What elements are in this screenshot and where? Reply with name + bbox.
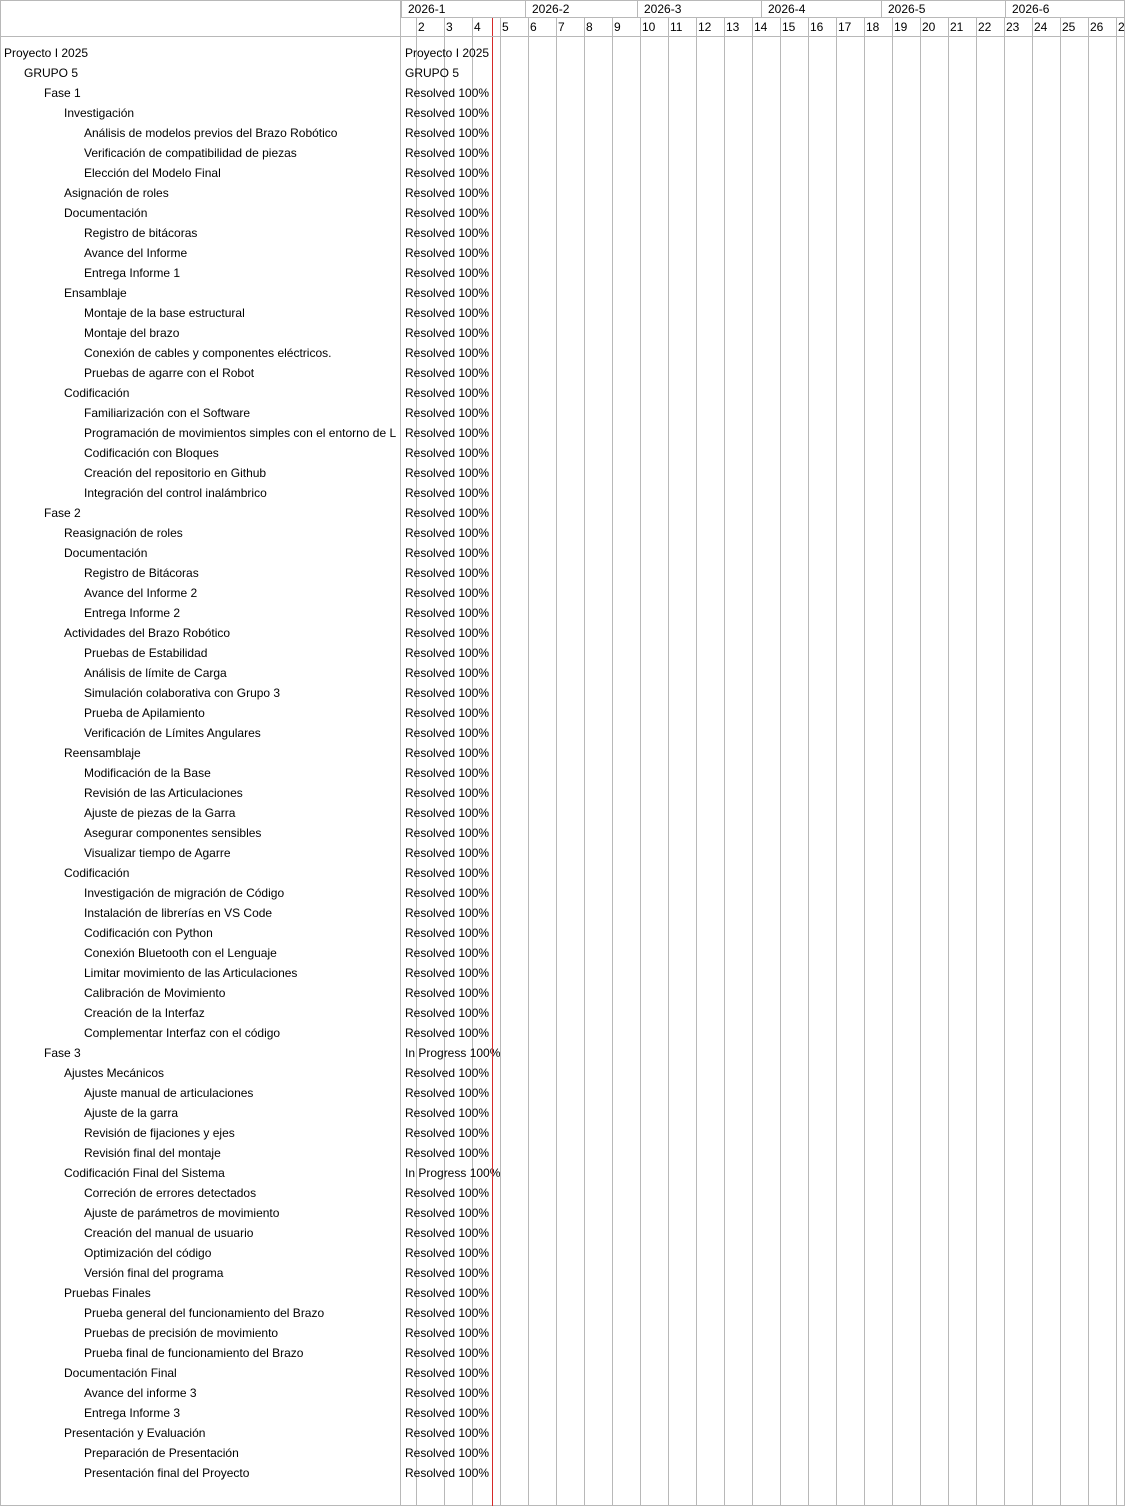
task-label: Entrega Informe 3	[84, 1406, 181, 1420]
gridline	[808, 18, 809, 1506]
task-status: Resolved 100%	[405, 946, 490, 960]
task-row[interactable]	[0, 863, 400, 883]
task-row[interactable]	[0, 683, 400, 703]
task-row[interactable]	[0, 503, 400, 523]
task-status: Resolved 100%	[405, 806, 490, 820]
task-row[interactable]	[0, 383, 400, 403]
task-status: Resolved 100%	[405, 326, 490, 340]
task-row[interactable]	[0, 1063, 400, 1083]
task-row[interactable]	[0, 243, 400, 263]
month-label: 2026-4	[761, 0, 881, 18]
task-label: Prueba general del funcionamiento del Brazo	[84, 1306, 325, 1320]
task-label: Ajuste de la garra	[84, 1106, 179, 1120]
task-label: Montaje del brazo	[84, 326, 180, 340]
task-label: Avance del Informe 2	[84, 586, 198, 600]
task-row[interactable]	[0, 363, 400, 383]
task-row[interactable]	[0, 1343, 400, 1363]
task-label: Codificación	[64, 386, 130, 400]
task-label: Investigación	[64, 106, 135, 120]
task-row[interactable]	[0, 843, 400, 863]
task-row[interactable]	[0, 423, 400, 443]
task-tree-panel	[0, 0, 401, 1506]
task-status: Resolved 100%	[405, 846, 490, 860]
task-row[interactable]	[0, 143, 400, 163]
task-status: Resolved 100%	[405, 926, 490, 940]
task-row[interactable]	[0, 1183, 400, 1203]
task-status: Resolved 100%	[405, 1206, 490, 1220]
task-status: Resolved 100%	[405, 1346, 490, 1360]
gridline	[696, 18, 697, 1506]
task-status: In Progress 100%	[405, 1046, 501, 1060]
task-label: Creación de la Interfaz	[84, 1006, 205, 1020]
task-row[interactable]	[0, 923, 400, 943]
task-row[interactable]	[0, 323, 400, 343]
task-row[interactable]	[0, 1043, 400, 1063]
gridline	[500, 18, 501, 1506]
task-status: Resolved 100%	[405, 126, 490, 140]
task-row[interactable]	[0, 623, 400, 643]
task-label: Avance del Informe	[84, 246, 188, 260]
task-status: Resolved 100%	[405, 1006, 490, 1020]
week-label: 21	[950, 20, 964, 34]
month-label: 2026-3	[637, 0, 761, 18]
task-status: Resolved 100%	[405, 1286, 490, 1300]
week-label: 6	[530, 20, 537, 34]
task-row[interactable]	[0, 303, 400, 323]
week-label: 22	[978, 20, 992, 34]
task-status: Resolved 100%	[405, 886, 490, 900]
week-label: 7	[558, 20, 565, 34]
task-status: Resolved 100%	[405, 426, 490, 440]
task-row[interactable]	[0, 83, 400, 103]
task-label: Creación del manual de usuario	[84, 1226, 254, 1240]
task-status: Resolved 100%	[405, 706, 490, 720]
task-status: Resolved 100%	[405, 286, 490, 300]
task-status: Resolved 100%	[405, 1086, 490, 1100]
task-label: Documentación	[64, 546, 148, 560]
task-row[interactable]	[0, 1023, 400, 1043]
task-status: Resolved 100%	[405, 366, 490, 380]
task-status: Resolved 100%	[405, 346, 490, 360]
gridline	[1088, 18, 1089, 1506]
task-label: Ensamblaje	[64, 286, 127, 300]
task-row[interactable]	[0, 543, 400, 563]
today-marker	[492, 18, 493, 1506]
task-label: Codificación con Bloques	[84, 446, 219, 460]
task-status: Resolved 100%	[405, 606, 490, 620]
task-row[interactable]	[0, 63, 400, 83]
task-row[interactable]	[0, 1003, 400, 1023]
task-row[interactable]	[0, 263, 400, 283]
task-row[interactable]	[0, 603, 400, 623]
week-label: 13	[726, 20, 740, 34]
task-row[interactable]	[0, 1303, 400, 1323]
week-label: 12	[698, 20, 712, 34]
gridline	[752, 18, 753, 1506]
task-row[interactable]	[0, 163, 400, 183]
task-row[interactable]	[0, 1443, 400, 1463]
task-label: Presentación y Evaluación	[64, 1426, 206, 1440]
task-label: Revisión final del montaje	[84, 1146, 221, 1160]
task-status: Resolved 100%	[405, 1426, 490, 1440]
week-label: 15	[782, 20, 796, 34]
task-status: Resolved 100%	[405, 826, 490, 840]
task-row[interactable]	[0, 403, 400, 423]
task-status: Resolved 100%	[405, 1406, 490, 1420]
week-label: 23	[1006, 20, 1020, 34]
task-row[interactable]	[0, 983, 400, 1003]
task-label: Codificación	[64, 866, 130, 880]
week-label: 20	[922, 20, 936, 34]
gridline	[1004, 18, 1005, 1506]
gridline	[640, 18, 641, 1506]
task-status: Resolved 100%	[405, 86, 490, 100]
task-label: Investigación de migración de Código	[84, 886, 285, 900]
task-label: Avance del informe 3	[84, 1386, 197, 1400]
task-status: Resolved 100%	[405, 1246, 490, 1260]
task-row[interactable]	[0, 1203, 400, 1223]
task-label: Verificación de compatibilidad de piezas	[84, 146, 297, 160]
week-label: 18	[866, 20, 880, 34]
task-label: Preparación de Presentación	[84, 1446, 239, 1460]
task-row[interactable]	[0, 183, 400, 203]
task-row[interactable]	[0, 1423, 400, 1443]
task-label: Pruebas Finales	[64, 1286, 151, 1300]
task-status: Resolved 100%	[405, 466, 490, 480]
task-label: Ajustes Mecánicos	[64, 1066, 165, 1080]
task-row[interactable]	[0, 1363, 400, 1383]
gridline	[612, 18, 613, 1506]
task-status: Resolved 100%	[405, 1106, 490, 1120]
gridline	[1116, 18, 1117, 1506]
week-label: 2	[1118, 20, 1125, 34]
task-label: Familiarización con el Software	[84, 406, 251, 420]
task-label: Ajuste manual de articulaciones	[84, 1086, 254, 1100]
task-label: Reasignación de roles	[64, 526, 183, 540]
task-status: Resolved 100%	[405, 1386, 490, 1400]
task-status: Resolved 100%	[405, 1186, 490, 1200]
task-row[interactable]	[0, 883, 400, 903]
task-label: Correción de errores detectados	[84, 1186, 257, 1200]
task-label: Fase 1	[44, 86, 81, 100]
task-status: Resolved 100%	[405, 566, 490, 580]
gridline	[864, 18, 865, 1506]
task-row[interactable]	[0, 663, 400, 683]
gridline	[920, 18, 921, 1506]
task-label: Ajuste de piezas de la Garra	[84, 806, 236, 820]
week-label: 10	[642, 20, 656, 34]
month-label: 2026-2	[525, 0, 637, 18]
task-label: Calibración de Movimiento	[84, 986, 226, 1000]
week-label: 8	[586, 20, 593, 34]
task-row[interactable]	[0, 483, 400, 503]
task-row[interactable]	[0, 763, 400, 783]
task-status: Resolved 100%	[405, 1026, 490, 1040]
task-label: Complementar Interfaz con el código	[84, 1026, 281, 1040]
task-label: Documentación	[64, 206, 148, 220]
week-label: 14	[754, 20, 768, 34]
week-label: 5	[502, 20, 509, 34]
task-row[interactable]	[0, 1243, 400, 1263]
task-label: Análisis de modelos previos del Brazo Robótico	[84, 126, 338, 140]
month-label: 2026-6	[1005, 0, 1125, 18]
task-row[interactable]	[0, 1263, 400, 1283]
task-row[interactable]	[0, 103, 400, 123]
task-status: Resolved 100%	[405, 246, 490, 260]
task-label: Codificación Final del Sistema	[64, 1166, 225, 1180]
task-label: Integración del control inalámbrico	[84, 486, 267, 500]
task-status: Resolved 100%	[405, 1266, 490, 1280]
task-label: Fase 2	[44, 506, 81, 520]
week-label: 11	[670, 20, 683, 34]
task-status: Resolved 100%	[405, 306, 490, 320]
task-label: Programación de movimientos simples con el entorno de L	[84, 426, 397, 440]
task-label: Codificación con Python	[84, 926, 213, 940]
task-label: Asignación de roles	[64, 186, 169, 200]
month-label: 2026-5	[881, 0, 1005, 18]
task-label: Limitar movimiento de las Articulaciones	[84, 966, 298, 980]
task-status: Resolved 100%	[405, 526, 490, 540]
task-status: Resolved 100%	[405, 406, 490, 420]
task-row[interactable]	[0, 783, 400, 803]
task-row[interactable]	[0, 43, 400, 63]
task-status: Resolved 100%	[405, 1326, 490, 1340]
task-label: Visualizar tiempo de Agarre	[84, 846, 231, 860]
task-status: Resolved 100%	[405, 906, 490, 920]
month-label: 2026-1	[401, 0, 525, 18]
gridline	[668, 18, 669, 1506]
task-label: Documentación Final	[64, 1366, 177, 1380]
task-row[interactable]	[0, 443, 400, 463]
task-label: Pruebas de Estabilidad	[84, 646, 208, 660]
task-status: Resolved 100%	[405, 686, 490, 700]
task-row[interactable]	[0, 1323, 400, 1343]
gridline	[724, 18, 725, 1506]
gridline	[892, 18, 893, 1506]
task-status: Resolved 100%	[405, 386, 490, 400]
task-status: Proyecto I 2025	[405, 46, 490, 60]
task-row[interactable]	[0, 1163, 400, 1183]
task-row[interactable]	[0, 1103, 400, 1123]
task-status: Resolved 100%	[405, 746, 490, 760]
gridline	[1060, 18, 1061, 1506]
task-label: Actividades del Brazo Robótico	[64, 626, 231, 640]
task-status: Resolved 100%	[405, 546, 490, 560]
task-row[interactable]	[0, 743, 400, 763]
task-label: Presentación final del Proyecto	[84, 1466, 250, 1480]
task-row[interactable]	[0, 283, 400, 303]
task-status: In Progress 100%	[405, 1166, 501, 1180]
task-row[interactable]	[0, 963, 400, 983]
week-label: 16	[810, 20, 824, 34]
task-status: Resolved 100%	[405, 506, 490, 520]
task-row[interactable]	[0, 523, 400, 543]
task-status: Resolved 100%	[405, 626, 490, 640]
task-row[interactable]	[0, 823, 400, 843]
task-row[interactable]	[0, 583, 400, 603]
task-label: Revisión de las Articulaciones	[84, 786, 243, 800]
task-label: Prueba final de funcionamiento del Brazo	[84, 1346, 304, 1360]
gridline	[584, 18, 585, 1506]
task-row[interactable]	[0, 1123, 400, 1143]
task-row[interactable]	[0, 1143, 400, 1163]
task-status: Resolved 100%	[405, 106, 490, 120]
week-label: 4	[474, 20, 481, 34]
task-status: Resolved 100%	[405, 646, 490, 660]
task-status: Resolved 100%	[405, 966, 490, 980]
task-label: Modificación de la Base	[84, 766, 211, 780]
task-status: Resolved 100%	[405, 1466, 490, 1480]
task-status: Resolved 100%	[405, 1126, 490, 1140]
task-row[interactable]	[0, 1403, 400, 1423]
task-status: GRUPO 5	[405, 66, 460, 80]
task-status: Resolved 100%	[405, 446, 490, 460]
task-status: Resolved 100%	[405, 986, 490, 1000]
task-status: Resolved 100%	[405, 786, 490, 800]
task-status: Resolved 100%	[405, 1306, 490, 1320]
task-label: Instalación de librerías en VS Code	[84, 906, 273, 920]
task-label: Reensamblaje	[64, 746, 141, 760]
task-row[interactable]	[0, 1283, 400, 1303]
task-status: Resolved 100%	[405, 766, 490, 780]
task-row[interactable]	[0, 723, 400, 743]
task-row[interactable]	[0, 903, 400, 923]
task-row[interactable]	[0, 343, 400, 363]
task-row[interactable]	[0, 1083, 400, 1103]
week-label: 26	[1090, 20, 1104, 34]
task-status: Resolved 100%	[405, 226, 490, 240]
task-row[interactable]	[0, 943, 400, 963]
task-label: Simulación colaborativa con Grupo 3	[84, 686, 281, 700]
task-status: Resolved 100%	[405, 1366, 490, 1380]
task-row[interactable]	[0, 223, 400, 243]
task-label: Creación del repositorio en Github	[84, 466, 267, 480]
task-row[interactable]	[0, 123, 400, 143]
gridline	[780, 18, 781, 1506]
week-label: 9	[614, 20, 621, 34]
task-label: Pruebas de precisión de movimiento	[84, 1326, 279, 1340]
task-row[interactable]	[0, 1463, 400, 1483]
week-label: 3	[446, 20, 453, 34]
task-label: Análisis de límite de Carga	[84, 666, 227, 680]
task-label: Entrega Informe 1	[84, 266, 181, 280]
task-label: Verificación de Límites Angulares	[84, 726, 261, 740]
gridline	[948, 18, 949, 1506]
task-label: Optimización del código	[84, 1246, 212, 1260]
task-label: Registro de bitácoras	[84, 226, 198, 240]
task-status: Resolved 100%	[405, 1446, 490, 1460]
task-status: Resolved 100%	[405, 206, 490, 220]
task-row[interactable]	[0, 463, 400, 483]
task-status: Resolved 100%	[405, 166, 490, 180]
week-label: 25	[1062, 20, 1076, 34]
task-label: GRUPO 5	[24, 66, 79, 80]
gridline	[1032, 18, 1033, 1506]
task-label: Ajuste de parámetros de movimiento	[84, 1206, 280, 1220]
task-status: Resolved 100%	[405, 666, 490, 680]
task-status: Resolved 100%	[405, 486, 490, 500]
gridline	[528, 18, 529, 1506]
gridline	[556, 18, 557, 1506]
task-label: Registro de Bitácoras	[84, 566, 199, 580]
task-row[interactable]	[0, 703, 400, 723]
task-row[interactable]	[0, 1383, 400, 1403]
task-status: Resolved 100%	[405, 586, 490, 600]
task-label: Asegurar componentes sensibles	[84, 826, 262, 840]
week-label: 19	[894, 20, 908, 34]
task-row[interactable]	[0, 643, 400, 663]
task-status: Resolved 100%	[405, 1066, 490, 1080]
task-label: Revisión de fijaciones y ejes	[84, 1126, 235, 1140]
task-label: Conexión de cables y componentes eléctricos.	[84, 346, 332, 360]
task-row[interactable]	[0, 803, 400, 823]
task-label: Prueba de Apilamiento	[84, 706, 205, 720]
task-status: Resolved 100%	[405, 866, 490, 880]
task-label: Versión final del programa	[84, 1266, 224, 1280]
gridline	[976, 18, 977, 1506]
gridline	[836, 18, 837, 1506]
week-label: 24	[1034, 20, 1048, 34]
week-label: 2	[418, 20, 425, 34]
task-label: Elección del Modelo Final	[84, 166, 221, 180]
task-row[interactable]	[0, 1223, 400, 1243]
task-label: Entrega Informe 2	[84, 606, 181, 620]
task-status: Resolved 100%	[405, 186, 490, 200]
task-label: Proyecto I 2025	[4, 46, 89, 60]
task-status: Resolved 100%	[405, 146, 490, 160]
task-status: Resolved 100%	[405, 1146, 490, 1160]
task-label: Pruebas de agarre con el Robot	[84, 366, 255, 380]
task-status: Resolved 100%	[405, 266, 490, 280]
week-label: 17	[838, 20, 852, 34]
timeline-chart	[401, 0, 1125, 1506]
task-row[interactable]	[0, 563, 400, 583]
task-row[interactable]	[0, 203, 400, 223]
task-status: Resolved 100%	[405, 726, 490, 740]
task-label: Conexión Bluetooth con el Lenguaje	[84, 946, 277, 960]
task-label: Fase 3	[44, 1046, 81, 1060]
task-status: Resolved 100%	[405, 1226, 490, 1240]
header-divider	[0, 36, 1125, 37]
task-label: Montaje de la base estructural	[84, 306, 245, 320]
